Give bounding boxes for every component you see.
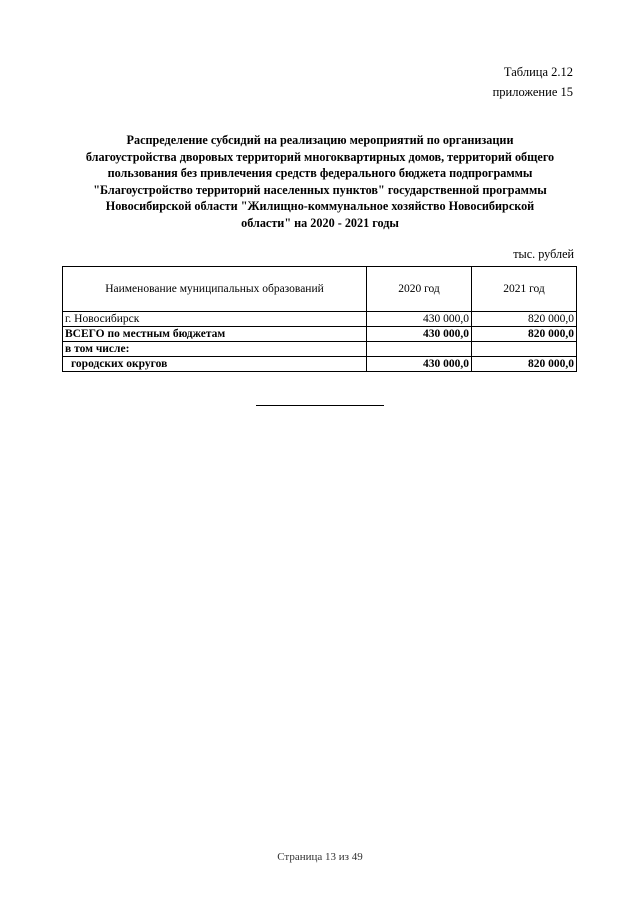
row-name: ВСЕГО по местным бюджетам [63,327,367,342]
table-row-subheading [63,342,577,357]
row-name: городских округов [63,357,367,372]
row-value-2021: 820 000,0 [472,327,577,342]
column-header-2021: 2021 год [472,267,577,312]
row-value-2020: 430 000,0 [367,312,472,327]
row-value-2021 [472,342,577,357]
row-value-2021: 820 000,0 [472,357,577,372]
table-row [63,312,577,327]
subsidy-table [62,266,577,372]
title-line: благоустройства дворовых территорий многоквартирных домов, территорий общего [85,149,555,164]
document-title [62,132,578,232]
row-name: в том числе: [63,342,367,357]
row-value-2020: 430 000,0 [367,327,472,342]
column-header-municipality: Наименование муниципальных образований [63,267,367,312]
appendix-number: приложение 15 [492,85,573,99]
title-line: пользования без привлечения средств федерального бюджета подпрограммы [107,166,533,181]
row-name: г. Новосибирск [63,312,367,327]
separator-line [256,405,384,406]
table-row-total [63,327,577,342]
row-value-2021: 820 000,0 [472,312,577,327]
title-line: "Благоустройство территорий населенных пунктов" государственной программы [93,182,547,197]
document-reference [493,62,573,102]
table-row [63,357,577,372]
title-line: Новосибирской области "Жилищно-коммунальное хозяйство Новосибирской [105,199,535,214]
row-value-2020: 430 000,0 [367,357,472,372]
units-label: тыс. рублей [513,247,574,261]
row-value-2020 [367,342,472,357]
table-header-row [63,267,577,312]
column-header-2020: 2020 год [367,267,472,312]
table-number: Таблица 2.12 [503,65,573,79]
page-number: Страница 13 из 49 [277,851,363,863]
title-line: области" на 2020 - 2021 годы [241,215,399,230]
title-line: Распределение субсидий на реализацию мероприятий по организации [126,133,514,147]
